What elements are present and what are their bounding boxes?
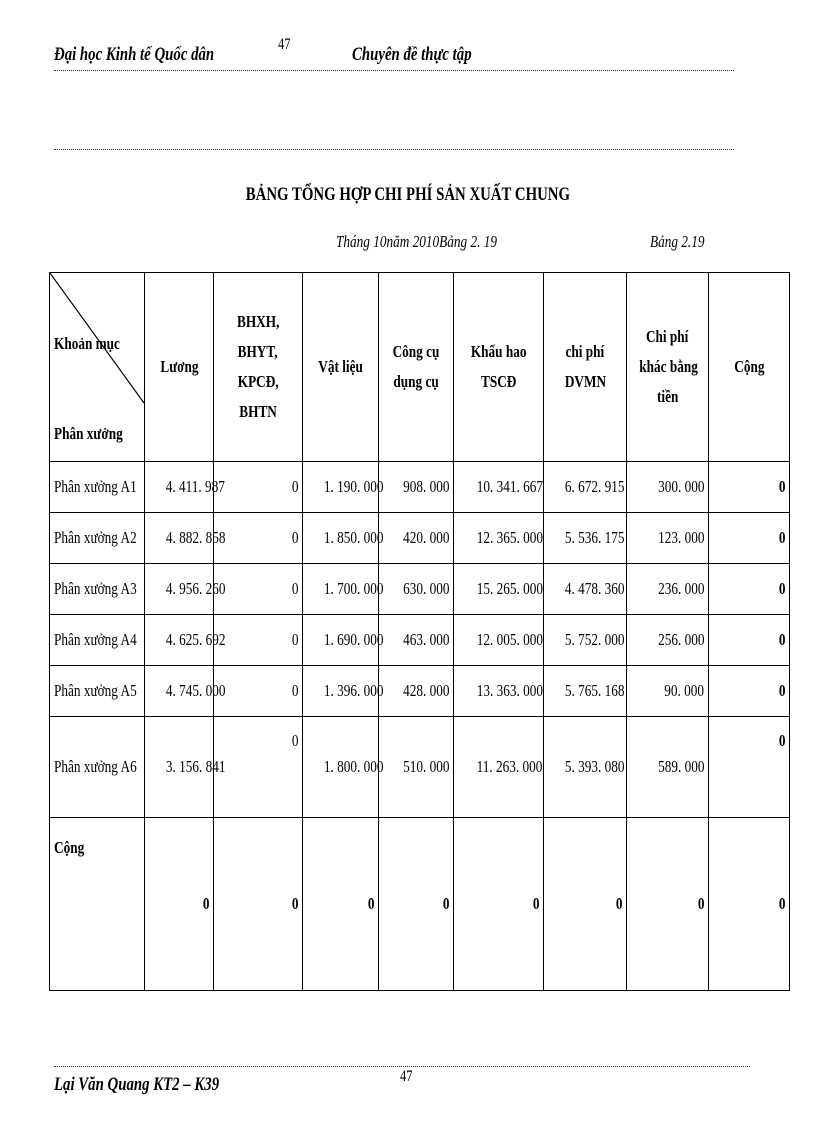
table-reference: Bảng 2.19 — [650, 232, 705, 251]
row-label: Phân xưởng A5 — [50, 666, 145, 717]
cell-insurance: 0 — [214, 564, 303, 615]
cell-depreciation: 12. 005. 000 — [454, 615, 544, 666]
table-row — [50, 666, 790, 717]
cell-tools: 908. 000 — [379, 462, 454, 513]
cell-outsourced-services: 6. 672. 915 — [544, 462, 627, 513]
col-header-insurance: BHXH, BHYT, KPCĐ, BHTN — [214, 273, 303, 462]
cell-depreciation: 11. 263. 000 — [454, 717, 544, 818]
total-salary: 0 — [145, 818, 214, 991]
row-label: Phân xưởng A4 — [50, 615, 145, 666]
cell-insurance: 0 — [214, 462, 303, 513]
total-depreciation: 0 — [454, 818, 544, 991]
cell-other-cash-costs: 90. 000 — [627, 666, 709, 717]
row-label: Phân xưởng A2 — [50, 513, 145, 564]
cell-other-cash-costs: 256. 000 — [627, 615, 709, 666]
total-materials: 0 — [303, 818, 379, 991]
row-label: Phân xưởng A6 — [50, 717, 145, 818]
cell-salary: 4. 625. 692 — [145, 615, 214, 666]
total-grand: 0 — [709, 818, 790, 991]
cell-total: 0 — [709, 615, 790, 666]
cell-depreciation: 15. 265. 000 — [454, 564, 544, 615]
cell-depreciation: 10. 341. 667 — [454, 462, 544, 513]
footer-rule — [54, 1066, 750, 1067]
total-tools: 0 — [379, 818, 454, 991]
cell-materials: 1. 800. 000 — [303, 717, 379, 818]
table-row — [50, 717, 790, 818]
col-header-materials: Vật liệu — [303, 273, 379, 462]
cell-materials: 1. 700. 000 — [303, 564, 379, 615]
cell-depreciation: 12. 365. 000 — [454, 513, 544, 564]
total-row-label: Cộng — [50, 818, 145, 991]
cell-insurance: 0 — [214, 717, 303, 818]
cell-other-cash-costs: 236. 000 — [627, 564, 709, 615]
table-row — [50, 564, 790, 615]
table-row — [50, 615, 790, 666]
col-header-other-cash-costs: Chi phí khác bằng tiền — [627, 273, 709, 462]
cell-tools: 510. 000 — [379, 717, 454, 818]
total-other-cash-costs: 0 — [627, 818, 709, 991]
col-header-tools: Công cụ dụng cụ — [379, 273, 454, 462]
cell-materials: 1. 396. 000 — [303, 666, 379, 717]
cell-salary: 4. 745. 000 — [145, 666, 214, 717]
row-label: Phân xưởng A3 — [50, 564, 145, 615]
table-header-row — [50, 273, 790, 462]
separator-rule — [54, 149, 734, 150]
cell-outsourced-services: 5. 765. 168 — [544, 666, 627, 717]
cell-salary: 4. 411. 987 — [145, 462, 214, 513]
cell-other-cash-costs: 123. 000 — [627, 513, 709, 564]
cell-total: 0 — [709, 564, 790, 615]
footer-author: Lại Văn Quang KT2 – K39 — [54, 1074, 220, 1095]
corner-label-workshop: Phân xưởng — [54, 424, 123, 443]
table-title: BẢNG TỔNG HỢP CHI PHÍ SẢN XUẤT CHUNG — [245, 184, 571, 205]
col-header-outsourced-services: chi phí DVMN — [544, 273, 627, 462]
header-doc-type: Chuyên đề thực tập — [352, 44, 472, 65]
corner-header-cell — [50, 273, 145, 462]
cell-total: 0 — [709, 717, 790, 818]
overhead-cost-table — [49, 272, 790, 991]
cell-insurance: 0 — [214, 666, 303, 717]
table-total-row — [50, 818, 790, 991]
cell-insurance: 0 — [214, 615, 303, 666]
table-row — [50, 513, 790, 564]
header-school: Đại học Kinh tế Quốc dân — [54, 44, 215, 65]
cell-tools: 630. 000 — [379, 564, 454, 615]
cell-insurance: 0 — [214, 513, 303, 564]
cell-salary: 4. 956. 260 — [145, 564, 214, 615]
cell-salary: 4. 882. 858 — [145, 513, 214, 564]
corner-label-category: Khoản mục — [54, 334, 120, 353]
table-row — [50, 462, 790, 513]
cell-materials: 1. 850. 000 — [303, 513, 379, 564]
header-page-number: 47 — [278, 36, 291, 53]
cell-other-cash-costs: 589. 000 — [627, 717, 709, 818]
row-label: Phân xưởng A1 — [50, 462, 145, 513]
cell-tools: 420. 000 — [379, 513, 454, 564]
cell-total: 0 — [709, 462, 790, 513]
footer-page-number: 47 — [400, 1068, 413, 1085]
cell-total: 0 — [709, 666, 790, 717]
cell-total: 0 — [709, 513, 790, 564]
table-subtitle: Tháng 10năm 2010Bảng 2. 19 — [336, 232, 497, 251]
cell-salary: 3. 156. 841 — [145, 717, 214, 818]
cell-materials: 1. 190. 000 — [303, 462, 379, 513]
cell-other-cash-costs: 300. 000 — [627, 462, 709, 513]
total-insurance: 0 — [214, 818, 303, 991]
cell-outsourced-services: 4. 478. 360 — [544, 564, 627, 615]
cell-outsourced-services: 5. 393. 080 — [544, 717, 627, 818]
col-header-depreciation: Khấu hao TSCĐ — [454, 273, 544, 462]
cell-materials: 1. 690. 000 — [303, 615, 379, 666]
cell-tools: 463. 000 — [379, 615, 454, 666]
col-header-total: Cộng — [709, 273, 790, 462]
header-rule — [54, 70, 734, 71]
col-header-salary: Lương — [145, 273, 214, 462]
cell-outsourced-services: 5. 536. 175 — [544, 513, 627, 564]
cell-tools: 428. 000 — [379, 666, 454, 717]
cell-outsourced-services: 5. 752. 000 — [544, 615, 627, 666]
total-outsourced-services: 0 — [544, 818, 627, 991]
cell-depreciation: 13. 363. 000 — [454, 666, 544, 717]
